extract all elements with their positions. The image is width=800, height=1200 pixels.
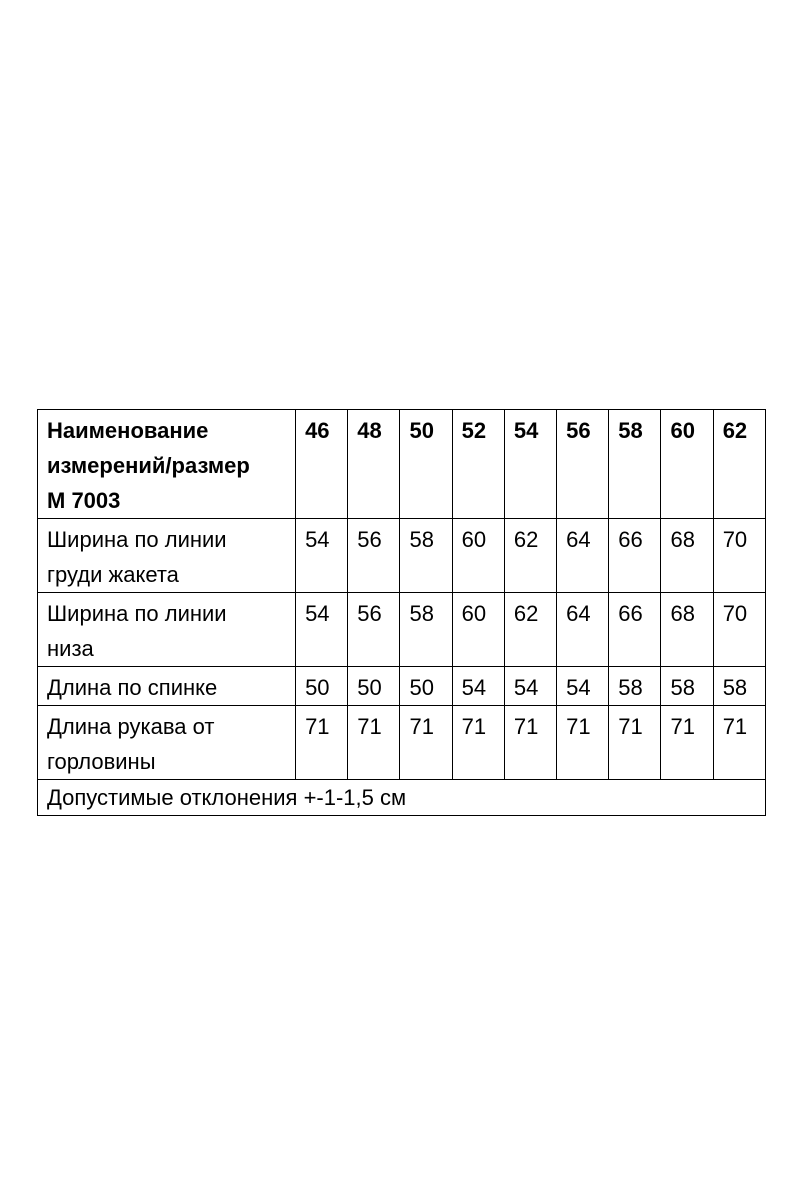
header-size-50: 50 — [400, 410, 452, 519]
table-cell: 58 — [400, 593, 452, 667]
header-label-line-3: М 7003 — [47, 488, 121, 513]
table-cell: 71 — [400, 706, 452, 780]
table-cell: 60 — [452, 519, 504, 593]
table-cell: 50 — [296, 667, 348, 706]
header-size-58: 58 — [609, 410, 661, 519]
table-cell: 50 — [348, 667, 400, 706]
table-cell: 68 — [661, 593, 713, 667]
row-label-cell — [38, 593, 296, 667]
table-cell: 71 — [348, 706, 400, 780]
row-label-cell — [38, 519, 296, 593]
row-label-cell — [38, 706, 296, 780]
size-chart-table — [37, 409, 766, 816]
table-cell: 70 — [713, 519, 765, 593]
header-size-62: 62 — [713, 410, 765, 519]
header-size-56: 56 — [557, 410, 609, 519]
header-size-46: 46 — [296, 410, 348, 519]
table-cell: 64 — [557, 519, 609, 593]
row-label-cell — [38, 667, 296, 706]
header-size-54: 54 — [504, 410, 556, 519]
table-cell: 71 — [452, 706, 504, 780]
tolerance-note: Допустимые отклонения +-1-1,5 см — [38, 780, 766, 816]
header-size-48: 48 — [348, 410, 400, 519]
table-cell: 58 — [713, 667, 765, 706]
table-cell: 71 — [609, 706, 661, 780]
table-cell: 60 — [452, 593, 504, 667]
table-cell: 68 — [661, 519, 713, 593]
table-cell: 58 — [609, 667, 661, 706]
table-cell: 58 — [661, 667, 713, 706]
table-cell: 66 — [609, 519, 661, 593]
table-cell: 54 — [452, 667, 504, 706]
header-label-line-2: измерений/размер — [47, 453, 250, 478]
table-cell: 64 — [557, 593, 609, 667]
table-cell: 71 — [296, 706, 348, 780]
row-label-line-1: Ширина по линии — [47, 527, 227, 552]
table-row-sleeve-length — [38, 706, 766, 780]
table-cell: 71 — [713, 706, 765, 780]
table-cell: 58 — [400, 519, 452, 593]
row-label-line-1: Длина по спинке — [47, 675, 218, 700]
row-label-line-1: Ширина по линии — [47, 601, 227, 626]
table-cell: 54 — [296, 593, 348, 667]
table-cell: 56 — [348, 519, 400, 593]
table-row-hem-width — [38, 593, 766, 667]
header-size-60: 60 — [661, 410, 713, 519]
table-cell: 66 — [609, 593, 661, 667]
table-cell: 62 — [504, 593, 556, 667]
header-label-cell — [38, 410, 296, 519]
table-cell: 71 — [557, 706, 609, 780]
table-cell: 71 — [504, 706, 556, 780]
header-label-line-1: Наименование — [47, 418, 209, 443]
row-label-line-2: груди жакета — [47, 562, 179, 587]
table-row-chest-width — [38, 519, 766, 593]
table-cell: 54 — [504, 667, 556, 706]
table-header-row — [38, 410, 766, 519]
table-row-back-length — [38, 667, 766, 706]
table-cell: 54 — [557, 667, 609, 706]
row-label-line-2: горловины — [47, 749, 156, 774]
table-cell: 62 — [504, 519, 556, 593]
table-cell: 50 — [400, 667, 452, 706]
table-cell: 70 — [713, 593, 765, 667]
header-size-52: 52 — [452, 410, 504, 519]
row-label-line-1: Длина рукава от — [47, 714, 215, 739]
table-cell: 54 — [296, 519, 348, 593]
row-label-line-2: низа — [47, 636, 94, 661]
table-cell: 71 — [661, 706, 713, 780]
table-note-row — [38, 780, 766, 816]
table-cell: 56 — [348, 593, 400, 667]
